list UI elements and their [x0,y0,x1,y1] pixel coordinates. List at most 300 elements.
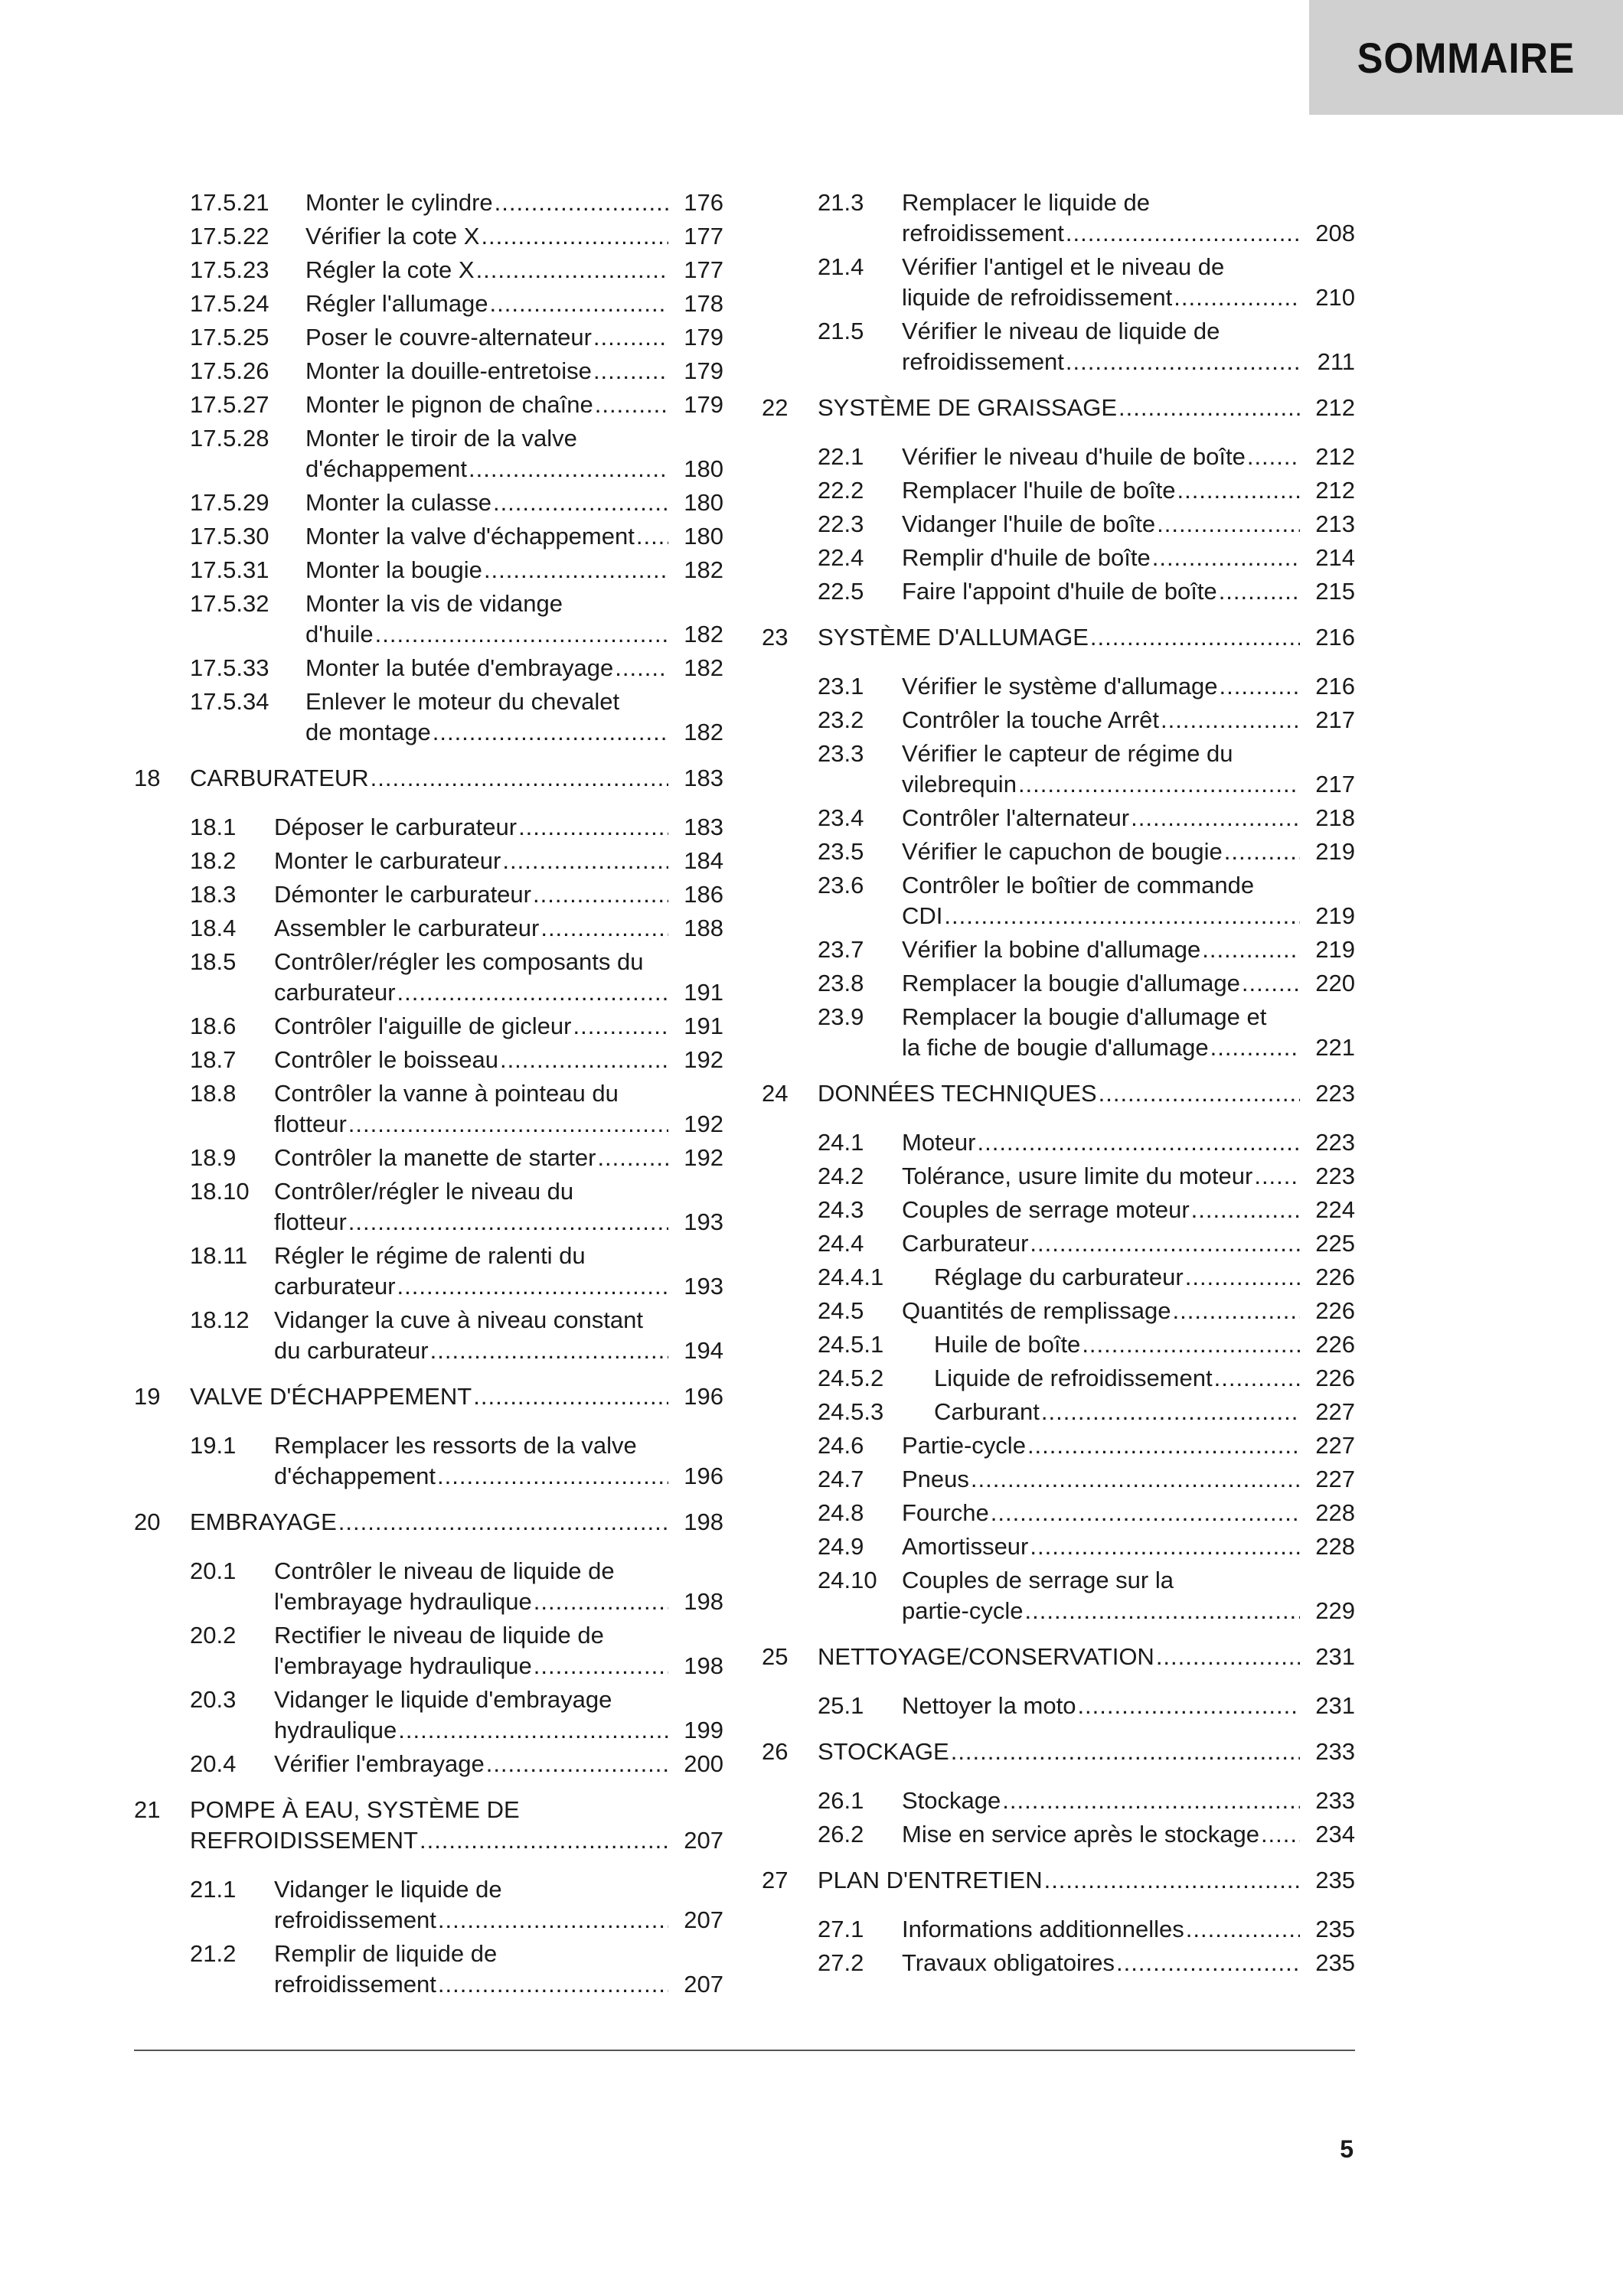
toc-entry-title-line: Mise en service après le stockage [902,1821,1259,1848]
toc-dot-leader [1077,1691,1300,1721]
toc-entry-number: 20.3 [190,1686,237,1713]
toc-entry-number: 18.2 [190,847,237,874]
toc-entry[interactable] [762,509,1355,540]
toc-entry[interactable] [762,870,1355,931]
toc-entry[interactable] [762,1430,1355,1461]
toc-dot-leader [595,390,668,420]
toc-entry-page[interactable]: 235 [1315,1916,1355,1942]
toc-entry-title-line: CDI [902,902,943,929]
toc-entry-page[interactable]: 180 [684,455,723,482]
toc-entry-page[interactable]: 226 [1315,1331,1355,1358]
toc-entry-title [818,1865,1355,1896]
toc-entry-title-line: refroidissement [902,348,1064,375]
toc-dot-leader [1177,475,1300,506]
toc-entry-page[interactable]: 220 [1315,970,1355,996]
toc-entry-page[interactable]: 207 [684,1827,723,1854]
toc-chapter[interactable] [762,1078,1355,1109]
toc-entry-number: 17.5.32 [190,590,269,617]
toc-entry-page[interactable]: 184 [684,847,723,874]
toc-entry[interactable] [134,687,723,748]
toc-entry-title-line: Remplir de liquide de [274,1940,498,1967]
toc-entry-number: 17.5.23 [190,256,269,283]
toc-entry-page[interactable]: 212 [1315,394,1355,421]
toc-entry-page[interactable]: 180 [684,489,723,516]
toc-entry[interactable] [134,1011,723,1042]
toc-entry-title [902,543,1355,573]
toc-chapter[interactable] [762,1642,1355,1672]
toc-entry-title [274,1305,723,1366]
toc-entry[interactable] [134,1305,723,1366]
toc-entry[interactable] [134,1143,723,1173]
toc-entry-page[interactable]: 191 [684,1013,723,1039]
toc-entry-page[interactable]: 193 [684,1273,723,1300]
toc-entry[interactable] [762,475,1355,506]
toc-dot-leader [437,1461,668,1492]
toc-entry-title-line: Travaux obligatoires [902,1949,1115,1976]
toc-entry-page[interactable]: 198 [684,1588,723,1615]
toc-entry-page[interactable]: 214 [1315,544,1355,571]
toc-chapter[interactable] [134,1507,723,1538]
toc-entry[interactable] [134,913,723,944]
toc-entry-page[interactable]: 226 [1315,1264,1355,1290]
toc-dot-leader [1025,1596,1301,1626]
toc-entry-title [818,1078,1355,1109]
toc-entry-title [305,521,723,552]
toc-entry-page[interactable]: 182 [684,719,723,745]
toc-entry-title [190,1507,723,1538]
toc-entry-page[interactable]: 223 [1315,1129,1355,1156]
toc-entry[interactable] [762,968,1355,999]
toc-entry-page[interactable]: 231 [1315,1643,1355,1670]
toc-entry[interactable] [762,803,1355,833]
toc-dot-leader [502,846,668,876]
toc-entry-title [902,1464,1355,1495]
toc-entry-page[interactable]: 210 [1315,284,1355,311]
toc-entry[interactable] [134,947,723,1008]
toc-entry-page[interactable]: 227 [1315,1432,1355,1459]
toc-entry[interactable] [762,1329,1355,1360]
toc-entry[interactable] [762,543,1355,573]
toc-entry-page[interactable]: 228 [1315,1499,1355,1526]
toc-dot-leader [438,1969,668,2000]
toc-entry-number: 18.12 [190,1306,250,1333]
toc-entry[interactable] [134,1874,723,1936]
toc-dot-leader [481,221,668,252]
toc-entry-page[interactable]: 217 [1315,771,1355,797]
toc-entry-page[interactable]: 213 [1315,510,1355,537]
toc-entry-page[interactable]: 228 [1315,1533,1355,1560]
toc-entry-page[interactable]: 180 [684,523,723,550]
toc-entry[interactable] [762,1565,1355,1626]
toc-entry-page[interactable]: 183 [684,814,723,840]
toc-entry-title [902,1914,1355,1945]
toc-entry-page[interactable]: 177 [684,256,723,283]
toc-entry[interactable] [762,1464,1355,1495]
toc-entry-title-line: Monter la valve d'échappement [305,523,635,550]
toc-entry[interactable] [762,1262,1355,1293]
toc-entry-title-line: Vérifier l'embrayage [274,1750,485,1777]
toc-entry-page[interactable]: 215 [1315,578,1355,605]
toc-entry-page[interactable]: 179 [684,357,723,384]
toc-entry[interactable] [134,1045,723,1075]
toc-entry-number: 17.5.30 [190,523,269,550]
toc-entry-page[interactable]: 223 [1315,1080,1355,1107]
toc-entry-page[interactable]: 199 [684,1717,723,1743]
toc-entry-page[interactable]: 198 [684,1508,723,1535]
toc-entry[interactable] [762,1786,1355,1816]
toc-entry[interactable] [134,1176,723,1238]
toc-dot-leader [1157,509,1300,540]
toc-entry[interactable] [762,1161,1355,1192]
toc-entry[interactable] [762,671,1355,702]
toc-dot-leader [1044,1865,1300,1896]
toc-entry[interactable] [134,1556,723,1617]
toc-entry[interactable] [762,576,1355,607]
toc-entry-title [274,1749,723,1779]
toc-entry-page[interactable]: 196 [684,1383,723,1410]
toc-dot-leader [1219,576,1300,607]
toc-entry-title [274,913,723,944]
toc-entry-number: 20.2 [190,1622,237,1649]
toc-entry-page[interactable]: 225 [1315,1230,1355,1257]
toc-entry-title-line: Vérifier le capuchon de bougie [902,838,1223,865]
toc-entry[interactable] [134,812,723,843]
toc-entry[interactable] [762,1914,1355,1945]
toc-entry-title [902,705,1355,735]
toc-entry[interactable] [762,1127,1355,1158]
toc-entry-number: 23.9 [818,1003,864,1030]
toc-entry-title [818,393,1355,423]
toc-entry-title [902,870,1355,931]
toc-entry[interactable] [762,1498,1355,1528]
toc-entry-number: 18.6 [190,1013,237,1039]
toc-chapter[interactable] [762,1865,1355,1896]
toc-entry-title-line: d'échappement [305,455,468,482]
toc-entry-page[interactable]: 179 [684,391,723,418]
toc-entry-page[interactable]: 182 [684,654,723,681]
toc-chapter[interactable] [762,1737,1355,1767]
toc-entry-page[interactable]: 192 [684,1110,723,1137]
toc-entry-number: 23.2 [818,706,864,733]
toc-dot-leader [615,653,668,683]
toc-entry[interactable] [134,1939,723,2000]
toc-entry-number: 17.5.28 [190,425,269,452]
toc-entry[interactable] [134,1684,723,1746]
toc-entry-title-line: Contrôler la manette de starter [274,1144,596,1171]
toc-entry-page[interactable]: 211 [1317,348,1355,375]
toc-entry[interactable] [134,390,723,420]
toc-entry-page[interactable]: 188 [684,915,723,941]
toc-entry[interactable] [762,188,1355,249]
toc-entry-page[interactable]: 176 [684,189,723,216]
toc-entry-number: 20.1 [190,1557,237,1584]
toc-entry[interactable] [762,837,1355,867]
toc-entry-title [902,1262,1355,1293]
toc-entry-number: 22.2 [818,477,864,504]
toc-dot-leader [1066,347,1300,377]
toc-entry[interactable] [762,1819,1355,1850]
toc-entry-title [274,1011,723,1042]
toc-entry[interactable] [134,846,723,876]
toc-entry-page[interactable]: 191 [684,979,723,1006]
toc-entry[interactable] [762,1228,1355,1259]
toc-dot-leader [597,1143,668,1173]
toc-entry-title-line: Enlever le moteur du chevalet [305,688,620,715]
toc-entry-page[interactable]: 208 [1315,220,1355,246]
toc-entry[interactable] [134,1241,723,1302]
toc-entry[interactable] [134,879,723,910]
toc-entry-title-line: Vérifier le système d'allumage [902,673,1218,700]
toc-entry-title-line: Quantités de remplissage [902,1297,1171,1324]
toc-entry-page[interactable]: 227 [1315,1398,1355,1425]
page-number: 5 [1340,2135,1354,2163]
toc-entry[interactable] [134,589,723,650]
toc-entry-title [274,1078,723,1140]
toc-dot-leader [495,188,668,218]
toc-dot-leader [1041,1397,1300,1427]
toc-dot-leader [1118,393,1300,423]
toc-entry-page[interactable]: 178 [684,290,723,317]
toc-entry[interactable] [762,252,1355,313]
toc-dot-leader [1191,1195,1300,1225]
toc-dot-leader [573,1011,668,1042]
toc-entry[interactable] [134,1078,723,1140]
toc-entry-page[interactable]: 192 [684,1046,723,1073]
toc-entry-title-line: Démonter le carburateur [274,881,531,908]
toc-entry-title-line: du carburateur [274,1337,429,1364]
toc-entry-number: 21.5 [818,318,864,344]
toc-entry-page[interactable]: 233 [1315,1738,1355,1765]
toc-entry-number: 25.1 [818,1692,864,1719]
toc-entry-page[interactable]: 212 [1315,443,1355,470]
toc-entry-title [274,1939,723,2000]
toc-entry-number: 24.5.2 [818,1365,884,1391]
toc-entry-title-line: Contrôler l'alternateur [902,804,1130,831]
toc-entry-page[interactable]: 217 [1315,706,1355,733]
toc-dot-leader [1186,1914,1300,1945]
toc-entry-number: 24.5.3 [818,1398,884,1425]
toc-entry-number: 24.5 [818,1297,864,1324]
toc-entry-page[interactable]: 218 [1315,804,1355,831]
toc-entry-page[interactable]: 212 [1315,477,1355,504]
toc-entry[interactable] [134,1749,723,1779]
toc-entry-number: 24.3 [818,1196,864,1223]
toc-entry-number: 26.2 [818,1821,864,1848]
toc-dot-leader [1018,769,1300,800]
toc-entry-title [902,1397,1355,1427]
toc-entry[interactable] [762,1531,1355,1562]
toc-entry-title-line: Remplacer les ressorts de la valve [274,1432,637,1459]
toc-dot-leader [398,1715,668,1746]
toc-entry-title-line: refroidissement [902,220,1064,246]
toc-entry[interactable] [134,555,723,585]
toc-entry-number: 24.9 [818,1533,864,1560]
toc-entry[interactable] [134,423,723,484]
toc-dot-leader [484,555,668,585]
toc-entry-number: 26 [762,1738,789,1765]
toc-column-left [134,188,723,2003]
toc-dot-leader [1202,934,1300,965]
toc-entry-title-line: Moteur [902,1129,976,1156]
footer-divider [134,2050,1355,2051]
toc-entry-number: 18.4 [190,915,237,941]
toc-dot-leader [1131,803,1300,833]
toc-entry-page[interactable]: 221 [1315,1034,1355,1061]
toc-entry-title-line: Vidanger la cuve à niveau constant [274,1306,643,1333]
toc-entry-page[interactable]: 196 [684,1463,723,1489]
toc-entry-page[interactable]: 227 [1315,1466,1355,1492]
toc-entry[interactable] [134,1430,723,1492]
toc-entry-number: 17.5.29 [190,489,269,516]
toc-entry-number: 17.5.34 [190,688,269,715]
toc-entry-title-line: Vérifier la bobine d'allumage [902,936,1201,963]
toc-entry[interactable] [762,316,1355,377]
toc-entry-page[interactable]: 193 [684,1208,723,1235]
toc-entry[interactable] [134,1620,723,1681]
toc-entry-number: 18.8 [190,1080,237,1107]
toc-entry-title [274,1143,723,1173]
toc-entry-title-line: Monter la vis de vidange [305,590,563,617]
toc-entry-page[interactable]: 198 [684,1652,723,1679]
toc-entry-title [902,1296,1355,1326]
toc-chapter[interactable] [762,393,1355,423]
toc-entry-title [902,1565,1355,1626]
toc-entry-title [902,1127,1355,1158]
toc-entry[interactable] [762,1948,1355,1978]
toc-entry-title-line: Régler le régime de ralenti du [274,1242,586,1269]
toc-entry-page[interactable]: 182 [684,556,723,583]
toc-entry[interactable] [134,653,723,683]
toc-entry-page[interactable]: 219 [1315,838,1355,865]
toc-entry-page[interactable]: 207 [684,1971,723,1998]
toc-entry-title-line: Vérifier le niveau d'huile de boîte [902,443,1246,470]
toc-dot-leader [1066,218,1300,249]
toc-entry-title [902,1691,1355,1721]
toc-entry[interactable] [762,442,1355,472]
toc-entry-title-line: flotteur [274,1110,347,1137]
toc-entry-title-line: Monter la bougie [305,556,482,583]
toc-entry[interactable] [134,188,723,218]
toc-entry-page[interactable]: 226 [1315,1365,1355,1391]
toc-dot-leader [469,454,668,484]
toc-dot-leader [1030,1228,1300,1259]
toc-entry-page[interactable]: 235 [1315,1867,1355,1893]
toc-entry-title-line: Liquide de refroidissement [934,1365,1213,1391]
toc-entry-title [190,1795,723,1856]
toc-entry[interactable] [134,221,723,252]
toc-entry[interactable] [762,1195,1355,1225]
toc-entry-title-line: l'embrayage hydraulique [274,1652,532,1679]
toc-entry-page[interactable]: 229 [1315,1597,1355,1624]
toc-entry-number: 24.8 [818,1499,864,1526]
toc-entry[interactable] [134,322,723,353]
toc-entry-page[interactable]: 216 [1315,673,1355,700]
toc-entry-number: 18.1 [190,814,237,840]
toc-entry-page[interactable]: 216 [1315,624,1355,651]
toc-entry-number: 17.5.26 [190,357,269,384]
toc-entry-number: 24.6 [818,1432,864,1459]
toc-entry[interactable] [762,1691,1355,1721]
toc-chapter[interactable] [134,1795,723,1856]
toc-entry-page[interactable]: 182 [684,621,723,647]
toc-entry-page[interactable]: 194 [684,1337,723,1364]
toc-entry-page[interactable]: 224 [1315,1196,1355,1223]
toc-entry[interactable] [762,934,1355,965]
toc-entry-page[interactable]: 219 [1315,902,1355,929]
toc-entry-title-line: Monter la culasse [305,489,491,516]
toc-dot-leader [493,488,668,518]
toc-dot-leader [534,1587,668,1617]
toc-entry-title-line: de montage [305,719,431,745]
toc-entry-number: 23.8 [818,970,864,996]
toc-chapter[interactable] [134,1381,723,1412]
toc-entry[interactable] [762,705,1355,735]
toc-entry-title [902,1819,1355,1850]
toc-entry-number: 21.1 [190,1876,237,1903]
toc-entry-title [902,803,1355,833]
toc-entry[interactable] [762,1363,1355,1394]
toc-entry-page[interactable]: 179 [684,324,723,351]
toc-entry-title [305,221,723,252]
toc-entry-page[interactable]: 186 [684,881,723,908]
toc-entry-page[interactable]: 234 [1315,1821,1355,1848]
toc-dot-leader [1261,1819,1300,1850]
toc-chapter[interactable] [134,763,723,794]
toc-entry-page[interactable]: 231 [1315,1692,1355,1719]
toc-entry[interactable] [134,289,723,319]
toc-chapter[interactable] [762,622,1355,653]
toc-entry-page[interactable]: 233 [1315,1787,1355,1814]
toc-entry-page[interactable]: 207 [684,1906,723,1933]
toc-entry-page[interactable]: 223 [1315,1163,1355,1189]
toc-entry-number: 20 [134,1508,161,1535]
toc-entry-title-line: Monter le cylindre [305,189,493,216]
toc-entry-title-line: Contrôler le boisseau [274,1046,498,1073]
toc-entry-page[interactable]: 177 [684,223,723,249]
toc-entry-page[interactable]: 192 [684,1144,723,1171]
toc-entry-page[interactable]: 219 [1315,936,1355,963]
toc-entry[interactable] [134,488,723,518]
toc-entry-title-line: Poser le couvre-alternateur [305,324,592,351]
toc-entry-number: 18 [134,765,161,791]
toc-entry-title-line: liquide de refroidissement [902,284,1173,311]
toc-entry[interactable] [134,255,723,285]
toc-entry-page[interactable]: 226 [1315,1297,1355,1324]
toc-entry[interactable] [762,739,1355,800]
toc-entry[interactable] [134,521,723,552]
toc-dot-leader [1185,1262,1300,1293]
toc-dot-leader [540,913,668,944]
toc-entry[interactable] [134,356,723,386]
toc-entry-title [902,442,1355,472]
toc-entry[interactable] [762,1296,1355,1326]
toc-entry-title-line: Assembler le carburateur [274,915,540,941]
toc-entry[interactable] [762,1397,1355,1427]
toc-dot-leader [430,1336,668,1366]
toc-entry-title-line: Vidanger le liquide d'embrayage [274,1686,612,1713]
toc-entry-page[interactable]: 200 [684,1750,723,1777]
toc-entry[interactable] [762,1002,1355,1063]
toc-entry-title [902,576,1355,607]
toc-entry-number: 18.10 [190,1178,250,1205]
toc-entry-page[interactable]: 183 [684,765,723,791]
toc-dot-leader [1152,543,1300,573]
toc-dot-leader [438,1905,668,1936]
toc-entry-title-line: Fourche [902,1499,989,1526]
toc-dot-leader [1210,1032,1300,1063]
toc-entry-title [818,1642,1355,1672]
toc-entry-page[interactable]: 235 [1315,1949,1355,1976]
